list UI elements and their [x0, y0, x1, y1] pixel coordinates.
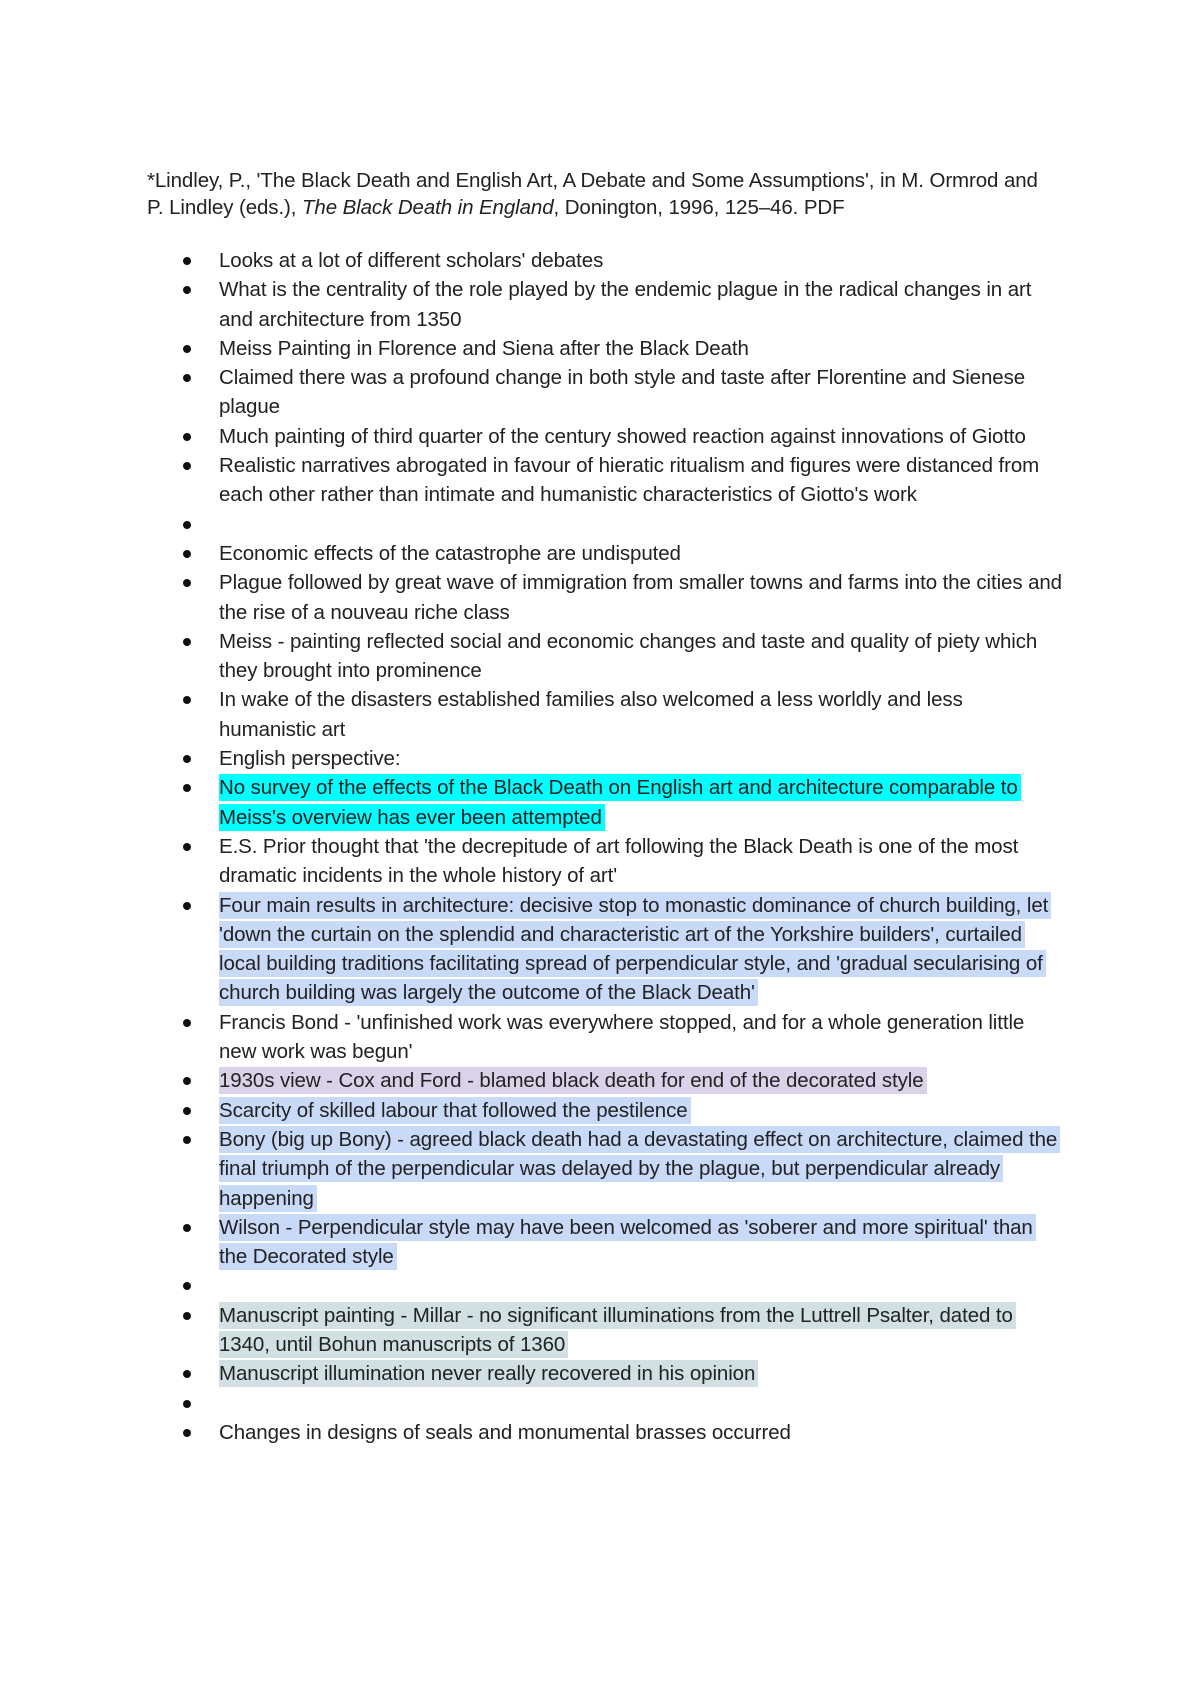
bullet-point-icon — [183, 550, 191, 558]
bullet-item — [183, 510, 1063, 539]
bullet-text: Changes in designs of seals and monumental brasses occurred — [219, 1420, 791, 1444]
bullet-point-icon — [183, 1400, 191, 1408]
bullet-item — [183, 334, 1063, 363]
bullet-text: Bony (big up Bony) - agreed black death had a devastating effect on architecture, claimed the final triumph of the perpendicular was delayed by the plague, but perpendicular already happening — [219, 1126, 1060, 1212]
bullet-text: What is the centrality of the role played by the endemic plague in the radical changes in art and architecture from 1350 — [219, 278, 1032, 331]
bullet-point-icon — [183, 696, 191, 704]
bullet-text: Meiss - painting reflected social and economic changes and taste and quality of piety which they brought into prominence — [219, 629, 1038, 683]
bullet-item — [183, 1359, 1063, 1388]
bullet-text: Much painting of third quarter of the century showed reaction against innovations of Giotto — [219, 424, 1026, 448]
bullet-point-icon — [183, 1224, 191, 1232]
bullet-point-icon — [183, 1077, 191, 1085]
reference-text-part1: *Lindley, P., 'The Black Death and English Art, A Debate and Some Assumptions', in M. Ormrod and P. Lindley (eds.), — [147, 168, 1038, 219]
bullet-text: Scarcity of skilled labour that followed the pestilence — [219, 1097, 691, 1124]
bullet-point-icon — [183, 1019, 191, 1027]
bullet-point-icon — [183, 286, 191, 294]
bullet-item — [183, 627, 1063, 686]
bullet-item — [183, 363, 1063, 422]
bullet-point-icon — [183, 902, 191, 910]
bullet-point-icon — [183, 1312, 191, 1320]
bullet-text: Looks at a lot of different scholars' debates — [219, 249, 604, 272]
bullet-item — [183, 685, 1063, 744]
bullet-point-icon — [183, 843, 191, 851]
bullet-point-icon — [183, 784, 191, 792]
bullet-point-icon — [183, 1429, 191, 1437]
bullet-item — [183, 1271, 1063, 1300]
bullet-text: Manuscript painting - Millar - no significant illuminations from the Luttrell Psalter, dated to 1340, until Bohun manuscripts of 1360 — [219, 1302, 1016, 1358]
bullet-item — [183, 1066, 1063, 1095]
bullet-item — [183, 246, 1063, 275]
bullet-text: No survey of the effects of the Black Death on English art and architecture comparable to Meiss's overview has ever been attempted — [219, 774, 1021, 830]
bullet-text: Meiss Painting in Florence and Siena after the Black Death — [219, 336, 749, 360]
bullet-point-icon — [183, 374, 191, 382]
bullet-item — [183, 832, 1063, 891]
bullet-item — [183, 891, 1063, 1008]
bullet-item — [183, 1389, 1063, 1418]
bullet-text: Plague followed by great wave of immigration from smaller towns and farms into the cities and the rise of a nouveau riche class — [219, 571, 1062, 624]
bullet-point-icon — [183, 433, 191, 441]
bullet-text: English perspective: — [219, 747, 401, 771]
bullet-point-icon — [183, 257, 191, 265]
reference-citation — [147, 167, 1047, 221]
bullet-item — [183, 1008, 1063, 1067]
bullet-point-icon — [183, 521, 191, 529]
bullet-text: 1930s view - Cox and Ford - blamed black death for end of the decorated style — [219, 1067, 927, 1094]
bullet-item — [183, 1125, 1063, 1213]
notes-bullet-list — [183, 246, 1063, 1447]
bullet-item — [183, 744, 1063, 773]
bullet-point-icon — [183, 1282, 191, 1290]
bullet-item — [183, 1418, 1063, 1447]
reference-book-title: The Black Death in England — [301, 195, 554, 219]
bullet-text: Wilson - Perpendicular style may have been welcomed as 'soberer and more spiritual' than the Decorated style — [219, 1214, 1036, 1270]
bullet-text: Claimed there was a profound change in both style and taste after Florentine and Sienese plague — [219, 366, 1026, 419]
bullet-item — [183, 1213, 1063, 1272]
bullet-text: Manuscript illumination never really recovered in his opinion — [219, 1360, 758, 1387]
bullet-text: Francis Bond - 'unfinished work was everywhere stopped, and for a whole generation little new work was begun' — [219, 1010, 1025, 1064]
bullet-point-icon — [183, 1370, 191, 1378]
bullet-point-icon — [183, 345, 191, 353]
bullet-item — [183, 451, 1063, 510]
bullet-item — [183, 1301, 1063, 1360]
bullet-text: Four main results in architecture: decisive stop to monastic dominance of church building, let 'down the curtain on the splendid and characteristic art of the Yorkshire builders', curtailed local building traditions facilitating spread of perpendicular style, and 'gradual secularising of church building was largely the outcome of the Black Death' — [219, 892, 1051, 1007]
bullet-point-icon — [183, 1107, 191, 1115]
reference-text-part2: , Donington, 1996, 125–46. PDF — [553, 195, 845, 219]
bullet-point-icon — [183, 579, 191, 587]
bullet-text: In wake of the disasters established families also welcomed a less worldly and less humanistic art — [219, 688, 963, 741]
bullet-text: Economic effects of the catastrophe are undisputed — [219, 541, 681, 565]
bullet-item — [183, 539, 1063, 568]
bullet-point-icon — [183, 638, 191, 646]
bullet-item — [183, 422, 1063, 451]
bullet-item — [183, 1096, 1063, 1125]
bullet-item — [183, 773, 1063, 832]
bullet-text: E.S. Prior thought that 'the decrepitude of art following the Black Death is one of the most dramatic incidents in the whole history of art' — [219, 834, 1019, 888]
bullet-item — [183, 275, 1063, 334]
bullet-point-icon — [183, 462, 191, 470]
bullet-point-icon — [183, 1136, 191, 1144]
bullet-text: Realistic narratives abrogated in favour of hieratic ritualism and figures were distanced from each other rather than intimate and humanistic characteristics of Giotto's work — [219, 454, 1040, 507]
bullet-point-icon — [183, 755, 191, 763]
bullet-item — [183, 568, 1063, 627]
